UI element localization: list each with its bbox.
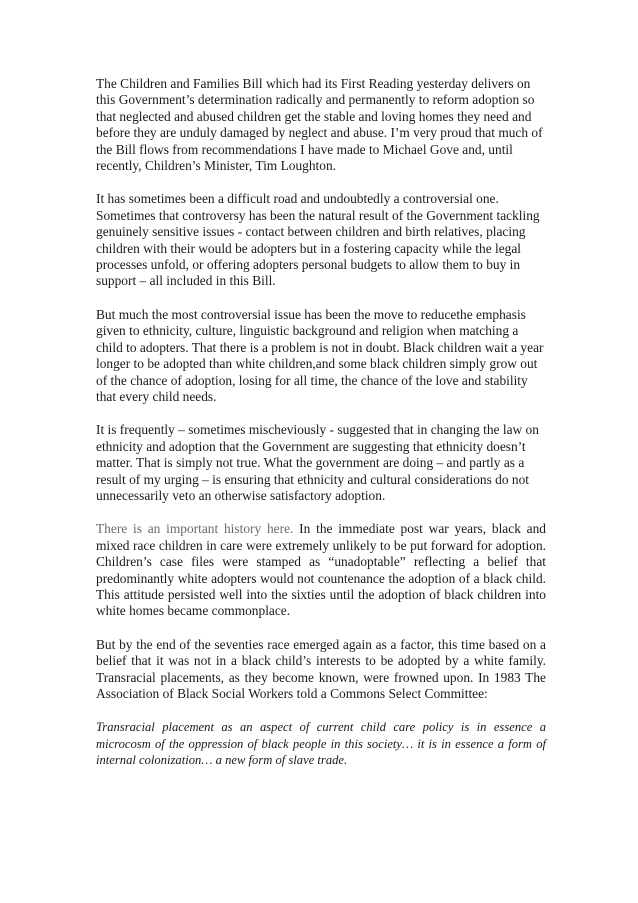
paragraph-6: But by the end of the seventies race emerged again as a factor, this time based on a belief that it was not in a black child’s interests to be adopted by a white family. Transracial placements, as they become known, were frowned upon. In 1983 The Association of Black Social Workers told a Commons Select Committee: (96, 636, 546, 701)
paragraph-5-lead: There is an important history here. (96, 521, 294, 537)
paragraph-1: The Children and Families Bill which had its First Reading yesterday delivers on this Government’s determination radically and permanently to reform adoption so that neglected and abused children get the stable and loving homes they need and before they are unduly damaged by neglect and abuse. I’m very proud that much of the Bill flows from recommendations I have made to Michael Gove and, until recently, Children’s Minister, Tim Loughton. (96, 76, 543, 174)
paragraph-4: It is frequently – sometimes mischeviously - suggested that in changing the law on ethnicity and adoption that the Government are suggesting that ethnicity doesn’t matter. That is simply not true. What the government are doing – and partly as a result of my urging – is ensuring that ethnicity and cultural considerations do not unnecessarily veto an otherwise satisfactory adoption. (96, 422, 539, 503)
paragraph-3: But much the most controversial issue has been the move to reducethe emphasis given to ethnicity, culture, linguistic background and religion when matching a child to adopters. That there is a problem is not in doubt. Black children wait a year longer to be adopted than white children,and some black children simply grow out of the chance of adoption, losing for all time, the chance of the love and stability that every child needs. (96, 306, 544, 404)
paragraph-5-body: In the immediate post war years, black and mixed race children in care were extremely unlikely to be put forward for adoption. Children’s case files were stamped as “unadoptable” reflecting a belief that predominantly white adopters would not countenance the adoption of a black child. This attitude persisted well into the sixties until the adoption of black children into white homes became commonplace. (96, 521, 547, 619)
paragraph-5 (96, 521, 546, 619)
paragraph-2: It has sometimes been a difficult road and undoubtedly a controversial one. Sometimes that controversy has been the natural result of the Government tackling genuinely sensitive issues - contact between children and birth relatives, placing children with their would be adopters but in a fostering capacity while the legal processes unfold, or offering adopters personal budgets to allow them to buy in support – all included in this Bill. (96, 191, 540, 289)
block-quote: Transracial placement as an aspect of current child care policy is in essence a microcosm of the oppression of black people in this society… it is in essence a form of internal colonization… a new form of slave trade. (96, 720, 546, 768)
